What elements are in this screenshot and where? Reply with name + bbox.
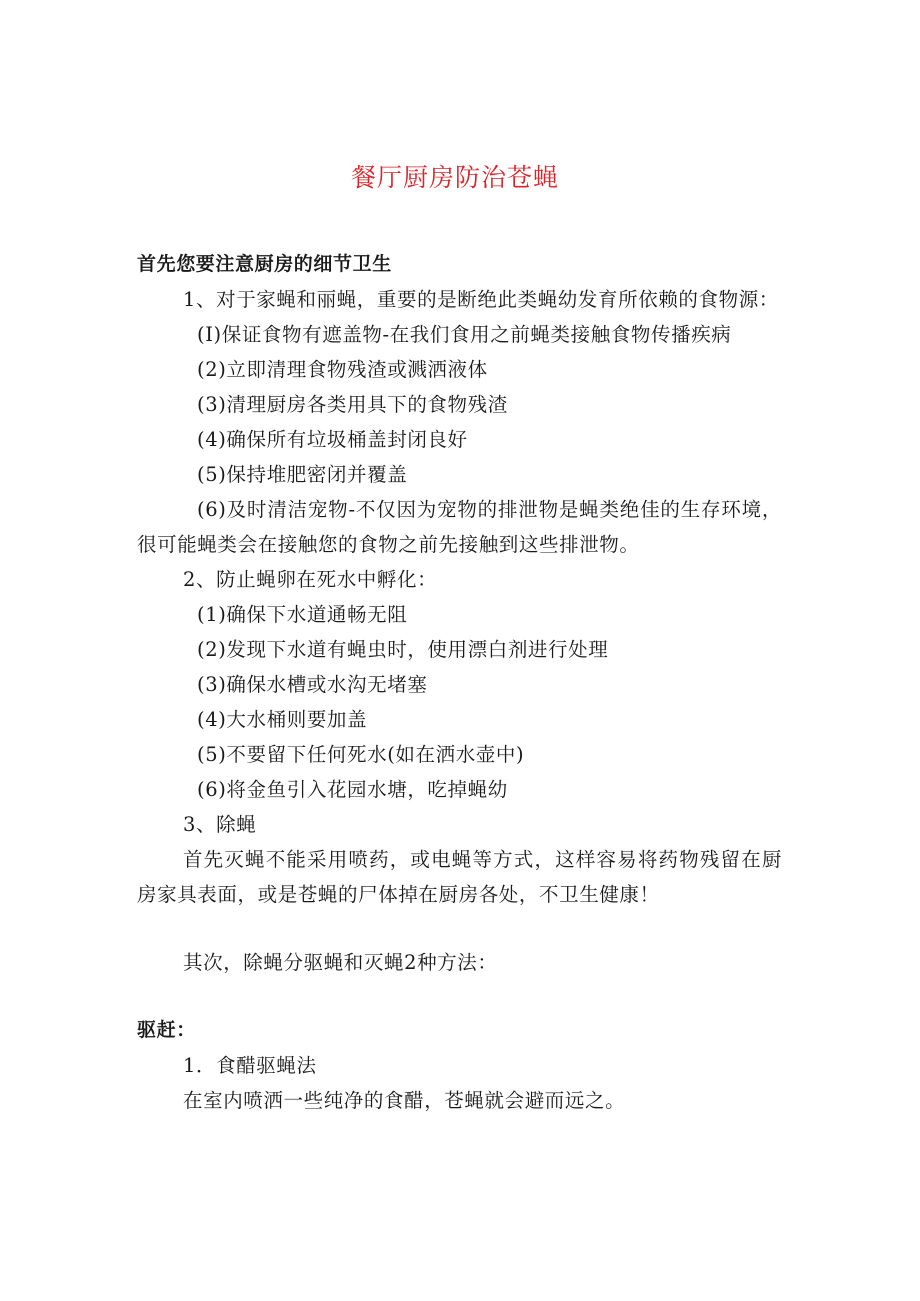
item-2-sub-5: (5)不要留下任何死水(如在洒水壶中)	[197, 743, 525, 766]
item-2-sub-1: (1)确保下水道通畅无阻	[197, 603, 408, 626]
secondly-paragraph: 其次，除蝇分驱蝇和灭蝇2种方法：	[183, 951, 498, 974]
section-heading-hygiene: 首先您要注意厨房的细节卫生	[137, 253, 392, 275]
item-1-sub-1: (I)保证食物有遮盖物-在我们食用之前蝇类接触食物传播疾病	[197, 323, 732, 346]
item-3-paragraph: 3、除蝇	[183, 813, 257, 836]
method-1-title: 1．食醋驱蝇法	[183, 1054, 317, 1077]
item-2-paragraph: 2、防止蝇卵在死水中孵化：	[183, 568, 438, 591]
item-2-sub-3: (3)确保水槽或水沟无堵塞	[197, 673, 428, 696]
spacer	[137, 980, 782, 1013]
item-2-sub-6: (6)将金鱼引入花园水塘，吃掉蝇幼	[197, 778, 508, 801]
item-1-paragraph: 1、对于家蝇和丽蝇，重要的是断绝此类蝇幼发育所依赖的食物源：	[183, 288, 779, 311]
document-title: 餐厅厨房防治苍蝇	[350, 163, 559, 192]
item-1-sub-4: (4)确保所有垃圾桶盖封闭良好	[197, 428, 468, 451]
item-1-sub-5: (5)保持堆肥密闭并覆盖	[197, 463, 408, 486]
item-2-sub-4: (4)大水桶则要加盖	[197, 708, 368, 731]
method-1-text: 在室内喷洒一些纯净的食醋，苍蝇就会避而远之。	[183, 1089, 626, 1112]
item-1-sub-2: (2)立即清理食物残渣或溅洒液体	[197, 358, 488, 381]
item-2-sub-2: (2)发现下水道有蝇虫时，使用漂白剂进行处理	[197, 638, 609, 661]
item-1-sub-3: (3)清理厨房各类用具下的食物残渣	[197, 393, 508, 416]
item-1-sub-6: (6)及时清洁宠物-不仅因为宠物的排泄物是蝇类绝佳的生存环境，很可能蝇类会在接触您的食物之前先接触到这些排泄物。	[137, 498, 782, 556]
document-body	[137, 247, 782, 1118]
section-heading-repel: 驱赶：	[137, 1019, 196, 1041]
item-3-text: 首先灭蝇不能采用喷药，或电蝇等方式，这样容易将药物残留在厨房家具表面，或是苍蝇的尸体掉在厨房各处，不卫生健康！	[137, 848, 782, 906]
spacer	[137, 912, 782, 945]
